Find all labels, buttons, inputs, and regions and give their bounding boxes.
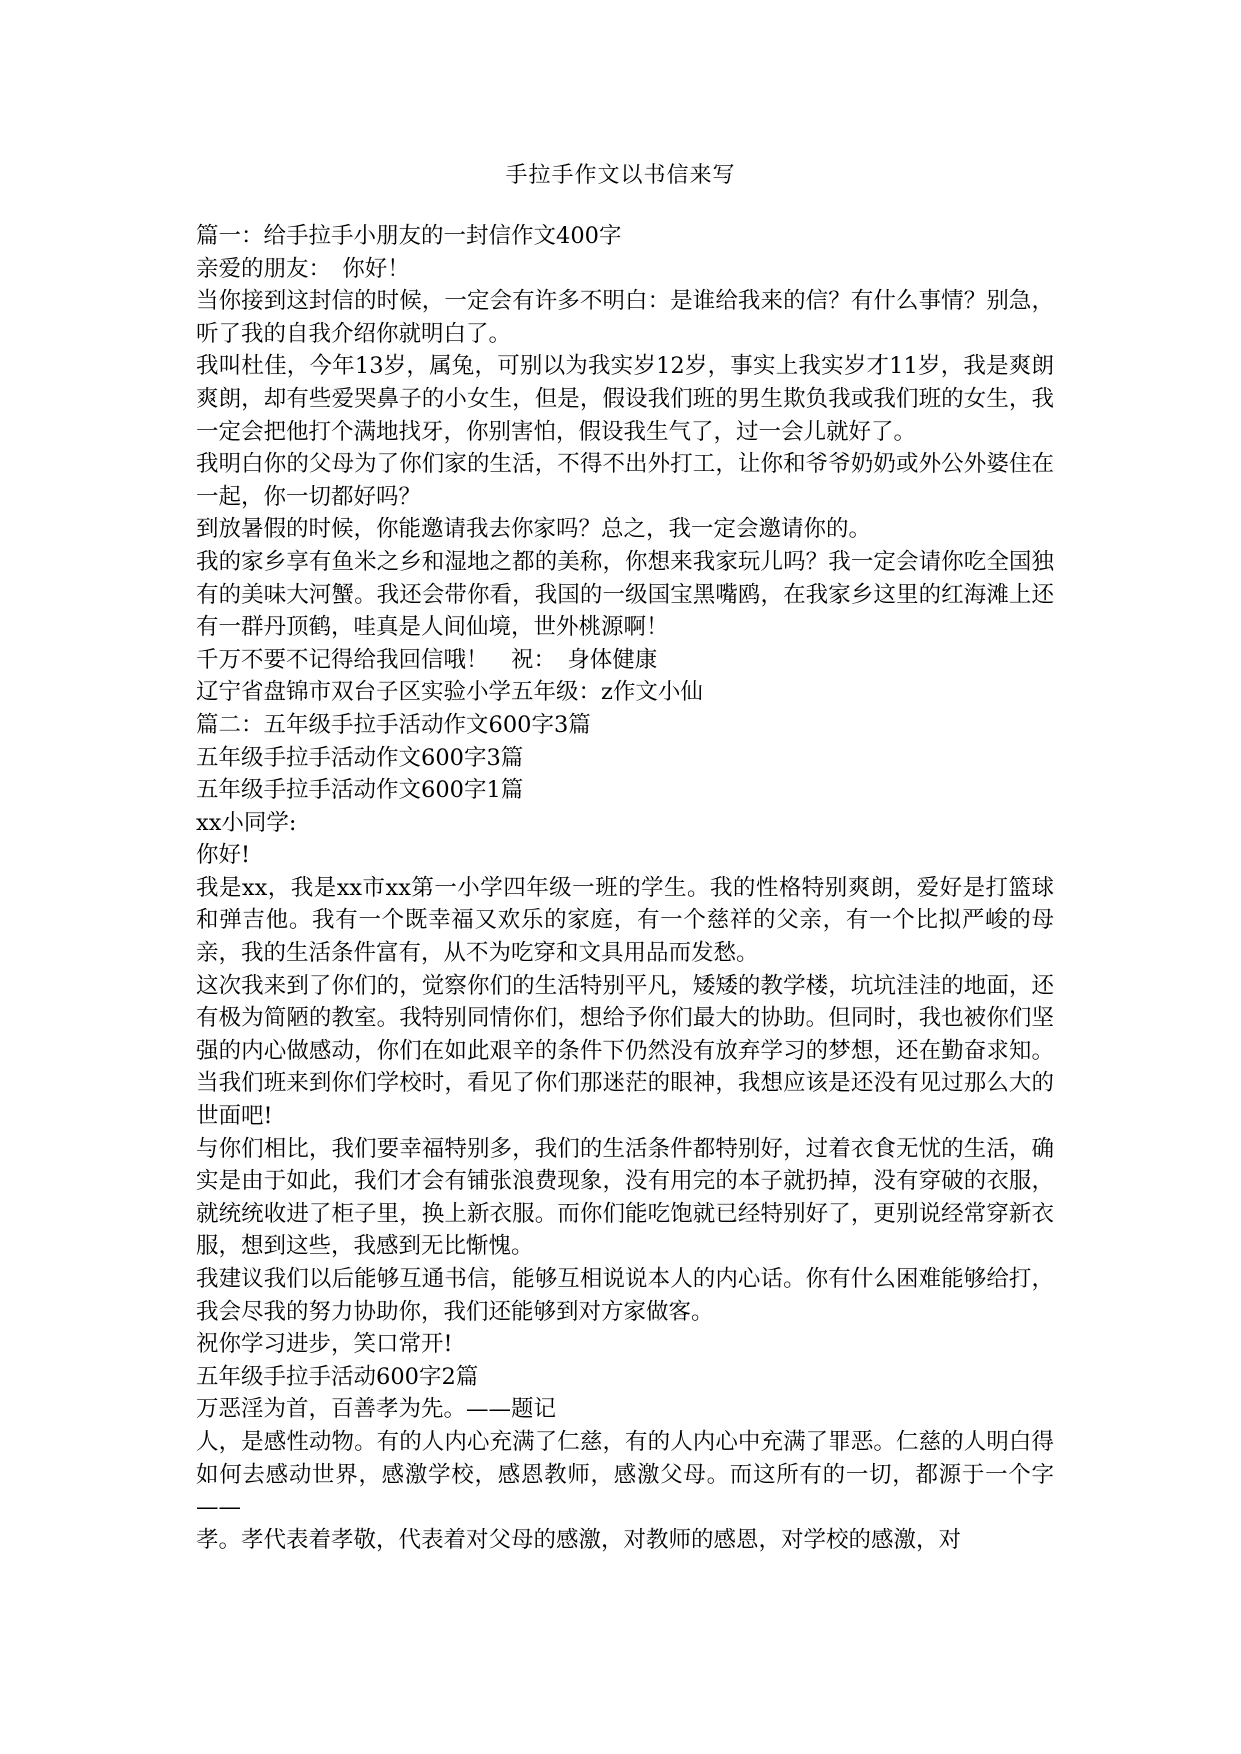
paragraph: 辽宁省盘锦市双台子区实验小学五年级：z作文小仙 [196,679,703,706]
paragraph: 千万不要不记得给我回信哦！ 祝： 身体健康 [196,646,658,673]
paragraph: 我叫杜佳，今年13岁，属兔，可别以为我实岁12岁，事实上我实岁才11岁，我是爽朗爽朗，却有些爱哭鼻子的小女生，但是，假设我们班的男生欺负我或我们班的女生，我一定会把他打个满地找牙，你别害怕，假设我生气了，过一会儿就好了。 [196,353,1054,445]
paragraph: 我的家乡享有鱼米之乡和湿地之都的美称，你想来我家玩儿吗？我一定会请你吃全国独有的美味大河蟹。我还会带你看，我国的一级国宝黑嘴鸥，在我家乡这里的红海滩上还有一群丹顶鹤，哇真是人间仙境，世外桃源啊！ [196,548,1054,641]
document-title: 手拉手作文以书信来写 [505,163,736,188]
paragraph: 我是xx，我是xx市xx第一小学四年级一班的学生。我的性格特别爽朗，爱好是打篮球和弹吉他。我有一个既幸福又欢乐的家庭，有一个慈祥的父亲，有一个比拟严峻的母亲，我的生活条件富有，从不为吃穿和文具用品而发愁。 [196,874,1054,967]
paragraph: 亲爱的朋友： 你好！ [196,255,410,282]
paragraph: 祝你学习进步，笑口常开! [196,1331,453,1358]
paragraph: 孝。孝代表着孝敬，代表着对父母的感激，对教师的感恩，对学校的感激，对 [196,1526,962,1553]
paragraph: xx小同学: [196,809,297,836]
paragraph: 万恶淫为首，百善孝为先。——题记 [196,1396,557,1423]
paragraph: 这次我来到了你们的，觉察你们的生活特别平凡，矮矮的教学楼，坑坑洼洼的地面，还有极为简陋的教室。我特别同情你们，想给予你们最大的协助。但同时，我也被你们坚强的内心做感动，你们在如此艰辛的条件下仍然没有放弃学习的梦想，还在勤奋求知。当我们班来到你们学校时，看见了你们那迷茫的眼神，我想应该是还没有见过那么大的世面吧! [196,972,1054,1130]
paragraph: 五年级手拉手活动600字2篇 [196,1363,479,1390]
paragraph: 到放暑假的时候，你能邀请我去你家吗？总之，我一定会邀请你的。 [196,516,872,543]
paragraph: 篇一：给手拉手小朋友的一封信作文400字 [196,223,622,249]
paragraph: 你好! [196,842,251,869]
paragraph: 五年级手拉手活动作文600字3篇 [196,744,524,771]
paragraph: 我建议我们以后能够互通书信，能够互相说说本人的内心话。你有什么困难能够给打，我会尽我的努力协助你，我们还能够到对方家做客。 [196,1266,1054,1325]
paragraph: 人，是感性动物。有的人内心充满了仁慈，有的人内心中充满了罪恶。仁慈的人明白得如何去感动世界，感激学校，感恩教师，感激父母。而这所有的一切，都源于一个字—— [196,1428,1054,1521]
paragraph: 篇二：五年级手拉手活动作文600字3篇 [196,711,591,738]
paragraph: 与你们相比，我们要幸福特别多，我们的生活条件都特别好，过着衣食无忧的生活，确实是由于如此，我们才会有铺张浪费现象，没有用完的本子就扔掉，没有穿破的衣服，就统统收进了柜子里，换上新衣服。而你们能吃饱就已经特别好了，更别说经常穿新衣服，想到这些，我感到无比惭愧。 [196,1135,1054,1260]
paragraph: 当你接到这封信的时候，一定会有许多不明白：是谁给我来的信？有什么事情？别急，听了我的自我介绍你就明白了。 [196,288,1054,347]
paragraph: 五年级手拉手活动作文600字1篇 [196,777,524,804]
paragraph: 我明白你的父母为了你们家的生活，不得不出外打工，让你和爷爷奶奶或外公外婆住在一起，你一切都好吗？ [196,451,1054,510]
document-body [196,220,1054,1556]
